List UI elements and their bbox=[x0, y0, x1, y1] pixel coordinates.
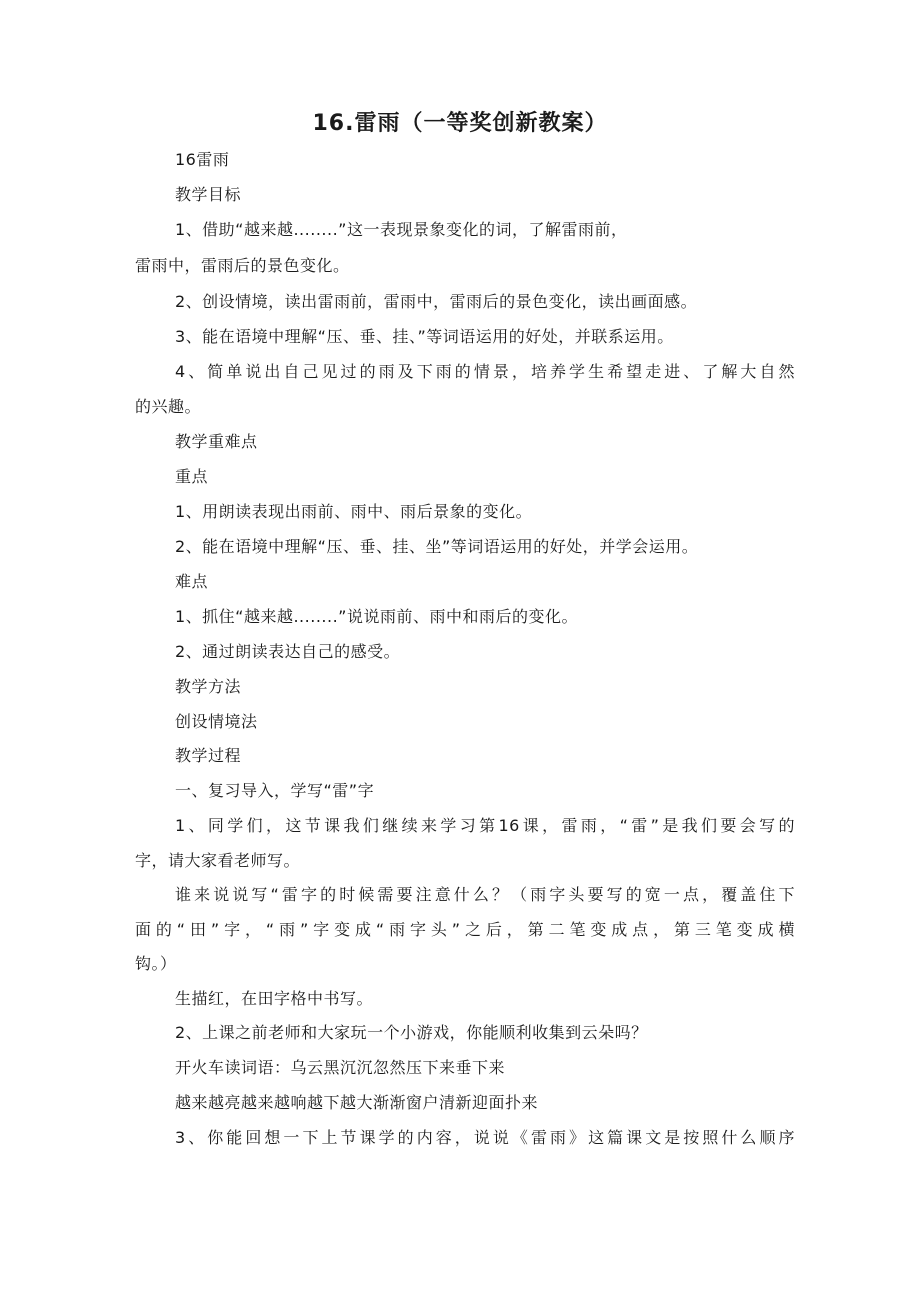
text-line: 1、借助“越来越........”这一表现景象变化的词，了解雷雨前， bbox=[175, 220, 628, 239]
text-line: 3、能在语境中理解“压、垂、挂、”等词语运用的好处，并联系运用。 bbox=[175, 327, 674, 346]
text-line: 1、同学们，这节课我们继续来学习第16课，雷雨，“雷”是我们要会写的 bbox=[175, 816, 795, 835]
text-line: 2、能在语境中理解“压、垂、挂、坐”等词语运用的好处，并学会运用。 bbox=[175, 537, 699, 556]
text-line: 难点 bbox=[175, 572, 209, 591]
text-line: 教学重难点 bbox=[175, 432, 258, 451]
text-line: 越来越亮越来越响越下越大渐渐窗户清新迎面扑来 bbox=[175, 1093, 539, 1112]
text-line: 钩。） bbox=[135, 954, 177, 973]
text-line: 的兴趣。 bbox=[135, 397, 202, 416]
text-line: 字，请大家看老师写。 bbox=[135, 851, 301, 870]
document-title: 16.雷雨（一等奖创新教案） bbox=[312, 111, 608, 136]
text-line: 雷雨中，雷雨后的景色变化。 bbox=[135, 256, 350, 275]
text-line: 创设情境法 bbox=[175, 712, 258, 731]
text-line: 一、复习导入，学写“雷”字 bbox=[175, 781, 375, 800]
text-line: 面的“田”字，“雨”字变成“雨字头”之后，第二笔变成点，第三笔变成横 bbox=[135, 920, 795, 939]
text-line: 16雷雨 bbox=[175, 150, 230, 169]
text-line: 1、抓住“越来越........”说说雨前、雨中和雨后的变化。 bbox=[175, 607, 578, 626]
text-line: 3、你能回想一下上节课学的内容，说说《雷雨》这篇课文是按照什么顺序 bbox=[175, 1128, 795, 1147]
text-line: 谁来说说写“雷字的时候需要注意什么？（雨字头要写的宽一点，覆盖住下 bbox=[175, 885, 795, 904]
text-line: 2、创设情境，读出雷雨前，雷雨中，雷雨后的景色变化，读出画面感。 bbox=[175, 292, 698, 311]
text-line: 1、用朗读表现出雨前、雨中、雨后景象的变化。 bbox=[175, 502, 533, 521]
text-line: 教学方法 bbox=[175, 677, 242, 696]
text-line: 2、通过朗读表达自己的感受。 bbox=[175, 642, 401, 661]
text-line: 4、简单说出自己见过的雨及下雨的情景，培养学生希望走进、了解大自然 bbox=[175, 362, 795, 381]
text-line: 开火车读词语：乌云黑沉沉忽然压下来垂下来 bbox=[175, 1058, 506, 1077]
text-line: 教学过程 bbox=[175, 746, 242, 765]
text-line: 重点 bbox=[175, 467, 209, 486]
text-line: 2、上课之前老师和大家玩一个小游戏，你能顺利收集到云朵吗？ bbox=[175, 1023, 648, 1042]
text-line: 生描红，在田字格中书写。 bbox=[175, 989, 374, 1008]
text-line: 教学目标 bbox=[175, 185, 242, 204]
